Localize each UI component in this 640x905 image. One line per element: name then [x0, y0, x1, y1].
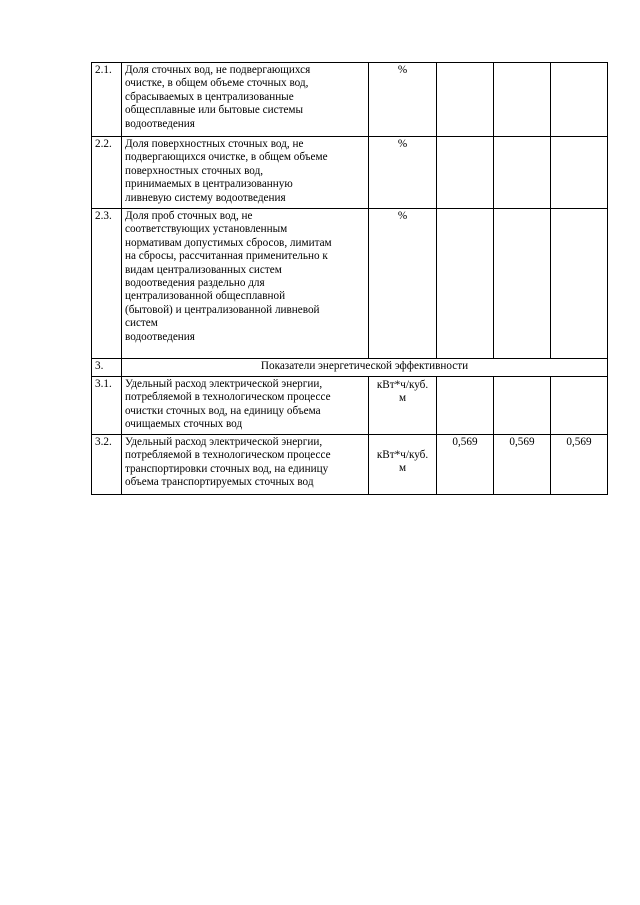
value-cell: [437, 63, 494, 137]
table-row: [92, 377, 608, 435]
value-cell: [551, 137, 608, 209]
value-cell: [551, 377, 608, 435]
indicator-description: Доля поверхностных сточных вод, не подвергающихся очистке, в общем объеме поверхностных сточных вод, принимаемых в централизованную ливневую систему водоотведения: [122, 137, 369, 209]
row-number: 3.1.: [92, 377, 122, 435]
value-cell: 0,569: [494, 435, 551, 495]
table-row: [92, 137, 608, 209]
value-cell: 0,569: [551, 435, 608, 495]
section-row: [92, 359, 608, 377]
value-cell: [494, 137, 551, 209]
indicators-table: [91, 62, 608, 495]
value-cell: [437, 377, 494, 435]
table-row: [92, 435, 608, 495]
value-cell: [551, 209, 608, 359]
value-cell: [494, 209, 551, 359]
section-title: Показатели энергетической эффективности: [122, 359, 608, 377]
value-cell: [437, 137, 494, 209]
value-cell: [494, 377, 551, 435]
unit-cell: %: [369, 209, 437, 359]
unit-cell: кВт*ч/куб. м: [369, 377, 437, 435]
indicator-description: Удельный расход электрической энергии, потребляемой в технологическом процессе транспортировки сточных вод, на единицу объема транспортируемых сточных вод: [122, 435, 369, 495]
row-number: 2.3.: [92, 209, 122, 359]
value-cell: [494, 63, 551, 137]
unit-cell: %: [369, 137, 437, 209]
table-row: [92, 209, 608, 359]
value-cell: [437, 209, 494, 359]
indicator-description: Удельный расход электрической энергии, потребляемой в технологическом процессе очистки сточных вод, на единицу объема очищаемых сточных вод: [122, 377, 369, 435]
indicator-description: Доля сточных вод, не подвергающихся очистке, в общем объеме сточных вод, сбрасываемых в централизованные общесплавные или бытовые системы водоотведения: [122, 63, 369, 137]
row-number: 2.2.: [92, 137, 122, 209]
section-number: 3.: [92, 359, 122, 377]
unit-cell: кВт*ч/куб. м: [369, 435, 437, 495]
row-number: 2.1.: [92, 63, 122, 137]
value-cell: [551, 63, 608, 137]
unit-cell: %: [369, 63, 437, 137]
row-number: 3.2.: [92, 435, 122, 495]
value-cell: 0,569: [437, 435, 494, 495]
table-row: [92, 63, 608, 137]
indicator-description: Доля проб сточных вод, не соответствующих установленным нормативам допустимых сбросов, лимитам на сбросы, рассчитанная применительно к видам централизованных систем водоотведения раздельно для централизованной общесплавной (бытовой) и централизованной ливневой систем водоотведения: [122, 209, 369, 359]
